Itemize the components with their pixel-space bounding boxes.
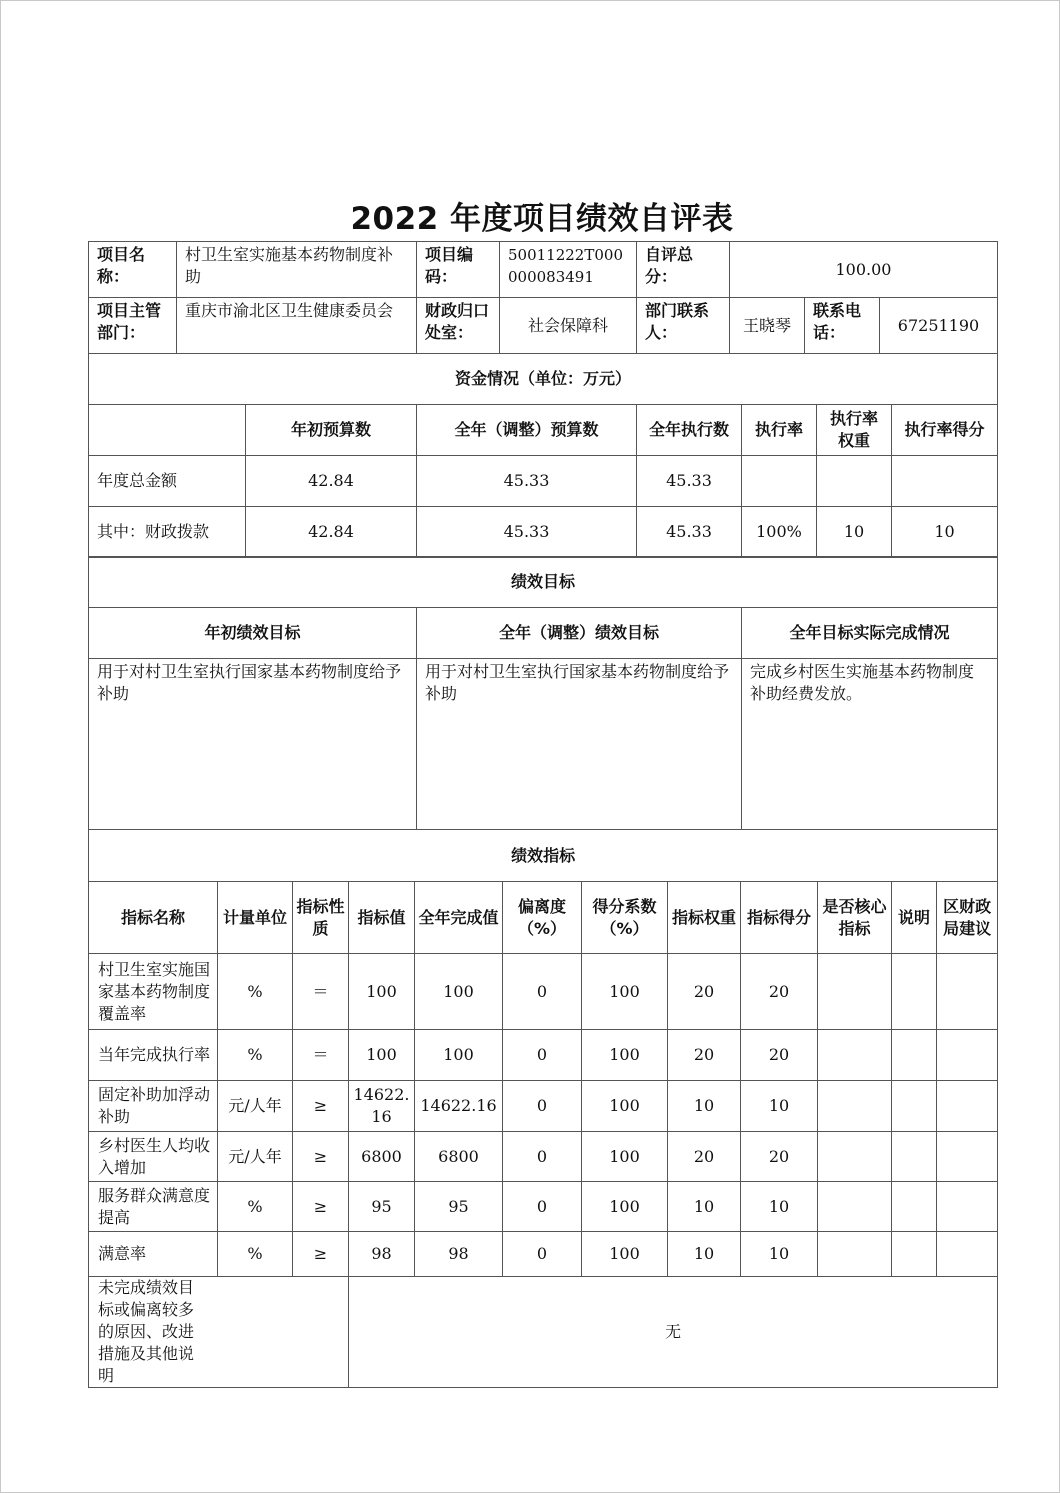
indicator-cell: 0 [503,1182,582,1232]
indicator-cell [937,1081,998,1132]
indicator-cell [892,1232,937,1277]
indicator-cell: 0 [503,954,582,1030]
funds-cell: 45.33 [637,456,742,507]
indicator-col-header: 指标得分 [741,882,818,954]
indicator-cell: % [218,954,293,1030]
indicator-cell: 满意率 [89,1232,218,1277]
contact-label: 部门联系人： [637,298,730,354]
table-row [89,1030,998,1081]
indicator-cell: 10 [668,1182,741,1232]
indicator-cell: 20 [668,1132,741,1182]
table-row [89,1132,998,1182]
indicator-cell [818,1030,892,1081]
table-row [89,954,998,1030]
score-label: 自评总分： [637,242,730,298]
indicator-cell: 20 [741,954,818,1030]
indicator-cell: 100 [582,1232,668,1277]
phone-value: 67251190 [880,298,998,354]
indicator-cell: 100 [349,954,415,1030]
indicator-cell: 固定补助加浮动补助 [89,1081,218,1132]
funds-cell: 其中：财政拨款 [89,507,246,558]
funds-col-header: 执行率得分 [892,405,998,456]
funds-cell: 42.84 [246,456,417,507]
indicator-cell: 元/人年 [218,1081,293,1132]
indicator-cell: 10 [741,1232,818,1277]
indicator-col-header: 区财政局建议 [937,882,998,954]
table-row [89,1232,998,1277]
indicator-col-header: 是否核心指标 [818,882,892,954]
table-row [89,507,998,558]
indicator-cell: 100 [582,1030,668,1081]
goals-col-header: 全年目标实际完成情况 [742,608,998,659]
funds-cell [742,456,817,507]
indicator-cell: 0 [503,1232,582,1277]
indicator-cell: ≥ [293,1132,349,1182]
indicator-cell: ≥ [293,1232,349,1277]
goals-section-title: 绩效目标 [89,557,998,608]
indicator-cell: 20 [741,1030,818,1081]
funds-col-header: 执行率 [742,405,817,456]
indicator-cell: 100 [582,1182,668,1232]
indicator-col-header: 计量单位 [218,882,293,954]
funds-table [88,353,998,558]
indicator-cell: ≥ [293,1182,349,1232]
indicator-cell: 6800 [349,1132,415,1182]
table-row [89,456,998,507]
indicator-cell [937,1232,998,1277]
indicator-cell: % [218,1030,293,1081]
funds-cell: 10 [892,507,998,558]
initial-goal-text: 用于对村卫生室执行国家基本药物制度给予补助 [89,659,417,830]
dept-label: 项目主管部门： [89,298,177,354]
indicator-cell: 95 [415,1182,503,1232]
dept-value: 重庆市渝北区卫生健康委员会 [177,298,417,354]
goals-col-header: 年初绩效目标 [89,608,417,659]
indicator-cell [892,954,937,1030]
table-row [89,1182,998,1232]
indicator-col-header: 指标名称 [89,882,218,954]
indicator-cell [818,954,892,1030]
indicator-cell [892,1132,937,1182]
indicator-cell: 100 [415,1030,503,1081]
indicator-cell: 乡村医生人均收入增加 [89,1132,218,1182]
remark-label: 未完成绩效目标或偏离较多的原因、改进措施及其他说明 [89,1277,349,1388]
indicator-cell [892,1182,937,1232]
funds-section-title: 资金情况（单位：万元） [89,354,998,405]
indicator-cell [937,1182,998,1232]
funds-cell: 45.33 [637,507,742,558]
indicator-cell: 98 [349,1232,415,1277]
indicator-cell [818,1182,892,1232]
indicator-cell: 0 [503,1081,582,1132]
indicator-col-header: 偏离度（%） [503,882,582,954]
remark-value: 无 [349,1277,998,1388]
indicator-cell [937,1030,998,1081]
indicator-cell: 10 [741,1081,818,1132]
page-title: 2022 年度项目绩效自评表 [350,201,734,237]
indicators-table [88,829,998,1388]
goals-table [88,556,998,830]
indicator-cell: 服务群众满意度提高 [89,1182,218,1232]
funds-cell: 42.84 [246,507,417,558]
table-row [89,1081,998,1132]
indicator-cell [892,1030,937,1081]
indicator-cell: 100 [582,954,668,1030]
adjusted-goal-text: 用于对村卫生室执行国家基本药物制度给予补助 [417,659,742,830]
indicator-col-header: 指标值 [349,882,415,954]
funds-cell: 年度总金额 [89,456,246,507]
project-name-label: 项目名称： [89,242,177,298]
funds-col-header: 年初预算数 [246,405,417,456]
indicator-cell [818,1232,892,1277]
indicator-cell [937,954,998,1030]
project-code-label: 项目编码： [417,242,500,298]
indicator-cell: ≥ [293,1081,349,1132]
funds-col-header: 全年（调整）预算数 [417,405,637,456]
indicator-cell: 当年完成执行率 [89,1030,218,1081]
indicator-col-header: 得分系数（%） [582,882,668,954]
funds-cell [817,456,892,507]
indicator-cell: 14622.16 [415,1081,503,1132]
project-info-table [88,241,998,354]
indicator-cell: 20 [741,1132,818,1182]
funds-cell: 45.33 [417,456,637,507]
indicator-cell [892,1081,937,1132]
indicator-cell: 100 [415,954,503,1030]
project-name-value: 村卫生室实施基本药物制度补助 [177,242,417,298]
completion-status-text: 完成乡村医生实施基本药物制度补助经费发放。 [742,659,998,830]
funds-col-header: 执行率权重 [817,405,892,456]
indicator-cell: 10 [741,1182,818,1232]
funds-col-header: 全年执行数 [637,405,742,456]
indicator-cell: 95 [349,1182,415,1232]
indicator-cell: 元/人年 [218,1132,293,1182]
indicator-cell: ＝ [293,1030,349,1081]
indicator-col-header: 说明 [892,882,937,954]
indicator-cell: % [218,1182,293,1232]
indicator-cell: 0 [503,1132,582,1182]
funds-col-header [89,405,246,456]
indicator-cell: 6800 [415,1132,503,1182]
contact-value: 王晓琴 [730,298,805,354]
indicator-cell [818,1132,892,1182]
indicator-cell: 14622.16 [349,1081,415,1132]
indicator-cell: % [218,1232,293,1277]
finance-label: 财政归口处室： [417,298,500,354]
indicator-col-header: 指标性质 [293,882,349,954]
project-code-value: 50011222T000000083491 [500,242,637,298]
indicator-col-header: 指标权重 [668,882,741,954]
indicator-col-header: 全年完成值 [415,882,503,954]
indicator-cell: 10 [668,1232,741,1277]
indicators-section-title: 绩效指标 [89,830,998,882]
funds-cell: 10 [817,507,892,558]
score-value: 100.00 [730,242,998,298]
indicator-cell: 100 [349,1030,415,1081]
indicator-cell: 100 [582,1132,668,1182]
funds-cell: 45.33 [417,507,637,558]
indicator-cell: 100 [582,1081,668,1132]
indicator-cell: 村卫生室实施国家基本药物制度覆盖率 [89,954,218,1030]
phone-label: 联系电话： [805,298,880,354]
funds-cell [892,456,998,507]
indicator-cell: 20 [668,954,741,1030]
indicator-cell [937,1132,998,1182]
indicator-cell: 20 [668,1030,741,1081]
indicator-cell: 0 [503,1030,582,1081]
indicator-cell: ＝ [293,954,349,1030]
indicator-cell: 98 [415,1232,503,1277]
indicator-cell [818,1081,892,1132]
finance-value: 社会保障科 [500,298,637,354]
goals-col-header: 全年（调整）绩效目标 [417,608,742,659]
indicator-cell: 10 [668,1081,741,1132]
funds-cell: 100% [742,507,817,558]
